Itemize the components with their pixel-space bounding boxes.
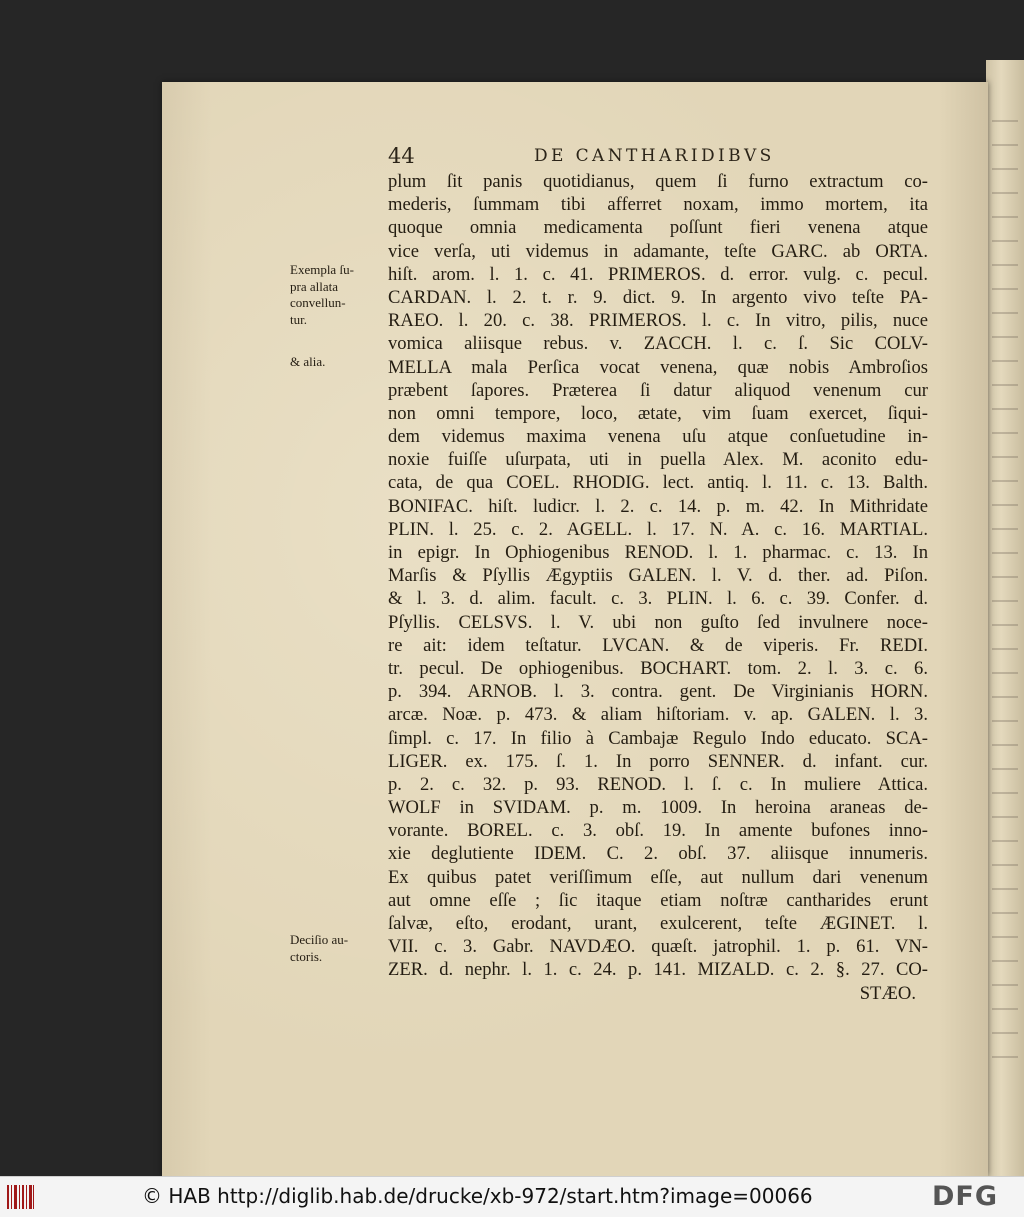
- bleed-mark: [992, 600, 1018, 602]
- text-line: ſimpl. c. 17. In filio à Cambajæ Regulo Indo educato. SCA-: [388, 727, 928, 749]
- bleed-mark: [992, 1056, 1018, 1058]
- margin-note-line: ctoris.: [290, 948, 323, 964]
- text-line: LIGER. ex. 175. ſ. 1. In porro SENNER. d. infant. cur.: [388, 750, 928, 772]
- bleed-mark: [992, 264, 1018, 266]
- bleed-mark: [992, 624, 1018, 626]
- text-line: ſalvæ, eſto, erodant, urant, exulcerent, teſte ÆGINET. l.: [388, 913, 928, 934]
- text-line: Ex quibus patet veriſſimum eſſe, aut nullum dari venenum: [388, 866, 928, 888]
- text-line: Pſyllis. CELSVS. l. V. ubi non guſto ſed invulnere noce-: [388, 611, 928, 633]
- bleed-mark: [992, 672, 1018, 674]
- bleed-mark: [992, 360, 1018, 362]
- bleed-mark: [992, 816, 1018, 818]
- bleed-mark: [992, 432, 1018, 434]
- text-line: quoque omnia medicamenta poſſunt fieri venena atque: [388, 217, 928, 239]
- bleed-mark: [992, 408, 1018, 410]
- text-line: re ait: idem teſtatur. LVCAN. & de viperis. Fr. REDI.: [388, 634, 928, 656]
- text-line: cata, de qua COEL. RHODIG. lect. antiq. l. 11. c. 13. Balth.: [388, 472, 928, 494]
- body-text: [388, 170, 928, 1005]
- margin-note-line: Exempla ſu-: [290, 262, 354, 277]
- bleed-mark: [992, 768, 1018, 770]
- text-line: MELLA mala Perſica vocat venena, quæ nobis Ambroſios: [388, 356, 928, 378]
- text-line: dem videmus maxima venena uſu atque conſuetudine in-: [388, 426, 928, 448]
- adjacent-page-edge: [986, 60, 1024, 1176]
- bleed-mark: [992, 120, 1018, 122]
- bleed-mark: [992, 984, 1018, 986]
- bleed-mark: [992, 648, 1018, 650]
- text-line: WOLF in SVIDAM. p. m. 1009. In heroina araneas de-: [388, 797, 928, 819]
- text-line: mederis, ſummam tibi afferret noxam, immo mortem, ita: [388, 194, 928, 216]
- bleed-mark: [992, 792, 1018, 794]
- text-line: RAEO. l. 20. c. 38. PRIMEROS. l. c. In vitro, pilis, nuce: [388, 310, 928, 332]
- margin-note-line: pra allata: [290, 278, 338, 294]
- bleed-mark: [992, 888, 1018, 890]
- text-line: hiſt. arom. l. 1. c. 41. PRIMEROS. d. error. vulg. c. pecul.: [388, 263, 928, 285]
- text-line: vorante. BOREL. c. 3. obſ. 19. In amente bufones inno-: [388, 820, 928, 842]
- text-line: præbent ſapores. Præterea ſi datur aliquod venenum cur: [388, 379, 928, 401]
- text-line: CARDAN. l. 2. t. r. 9. dict. 9. In argento vivo teſte PA-: [388, 286, 928, 308]
- bleed-mark: [992, 936, 1018, 938]
- text-line: p. 2. c. 32. p. 93. RENOD. l. ſ. c. In muliere Attica.: [388, 773, 928, 795]
- bleed-mark: [992, 528, 1018, 530]
- bleed-mark: [992, 864, 1018, 866]
- bleed-mark: [992, 144, 1018, 146]
- bleed-mark: [992, 696, 1018, 698]
- bleed-mark: [992, 1008, 1018, 1010]
- bleed-mark: [992, 552, 1018, 554]
- text-line: tr. pecul. De ophiogenibus. BOCHART. tom. 2. l. 3. c. 6.: [388, 657, 928, 679]
- text-line: vomica aliisque rebus. v. ZACCH. l. c. ſ. Sic COLV-: [388, 333, 928, 355]
- bleed-mark: [992, 168, 1018, 170]
- text-line: non omni tempore, loco, ætate, vim ſuam exercet, ſiqui-: [388, 402, 928, 424]
- text-line: p. 394. ARNOB. l. 3. contra. gent. De Virginianis HORN.: [388, 681, 928, 703]
- margin-note-line: Deciſio au-: [290, 932, 349, 947]
- bleed-mark: [992, 1032, 1018, 1034]
- bleed-mark: [992, 504, 1018, 506]
- text-line: VII. c. 3. Gabr. NAVDÆO. quæſt. jatrophil. 1. p. 61. VN-: [388, 936, 928, 958]
- barcode-icon: [6, 1183, 36, 1211]
- text-line: in epigr. In Ophiogenibus RENOD. l. 1. pharmac. c. 13. In: [388, 542, 928, 563]
- margin-note-decisio: [290, 932, 348, 965]
- text-line: & l. 3. d. alim. facult. c. 3. PLIN. l. 6. c. 39. Confer. d.: [388, 588, 928, 610]
- bleed-mark: [992, 840, 1018, 842]
- bleed-mark: [992, 192, 1018, 194]
- bleed-mark: [992, 720, 1018, 722]
- text-line: xie deglutiente IDEM. C. 2. obſ. 37. aliisque innumeris.: [388, 843, 928, 865]
- bleed-mark: [992, 912, 1018, 914]
- running-head: [388, 144, 928, 172]
- text-line: PLIN. l. 25. c. 2. AGELL. l. 17. N. A. c. 16. MARTIAL.: [388, 518, 928, 540]
- bleed-mark: [992, 456, 1018, 458]
- margin-note-line: & alia.: [290, 354, 326, 369]
- bleed-mark: [992, 240, 1018, 242]
- bleed-mark: [992, 312, 1018, 314]
- text-line: plum ſit panis quotidianus, quem ſi furno extractum co-: [388, 171, 928, 192]
- viewer-footer: [0, 1176, 1024, 1217]
- text-line: STÆO.: [859, 982, 916, 1004]
- bleed-mark: [992, 384, 1018, 386]
- dfg-logo: DFG: [932, 1181, 999, 1212]
- margin-note-exempla: [290, 262, 354, 328]
- bleed-mark: [992, 336, 1018, 338]
- bleed-mark: [992, 288, 1018, 290]
- text-line: vice verſa, uti videmus in adamante, teſte GARC. ab ORTA.: [388, 240, 928, 262]
- text-line: Marſis & Pſyllis Ægyptiis GALEN. l. V. d. ther. ad. Piſon.: [388, 565, 928, 587]
- bleed-mark: [992, 216, 1018, 218]
- bleed-mark: [992, 576, 1018, 578]
- page-number: 44: [388, 144, 415, 168]
- running-title: DE CANTHARIDIBVS: [534, 146, 775, 166]
- bleed-mark: [992, 480, 1018, 482]
- text-line: arcæ. Noæ. p. 473. & aliam hiſtoriam. v. ap. GALEN. l. 3.: [388, 704, 928, 726]
- text-line: aut omne eſſe ; ſic itaque etiam noſtræ cantharides erunt: [388, 889, 928, 911]
- bleed-mark: [992, 960, 1018, 962]
- margin-note-et-alia: [290, 354, 325, 371]
- text-line: noxie fuiſſe uſurpata, uti in puella Alex. M. aconito edu-: [388, 449, 928, 471]
- margin-note-line: tur.: [290, 311, 307, 327]
- text-line: ZER. d. nephr. l. 1. c. 24. p. 141. MIZALD. c. 2. §. 27. CO-: [388, 959, 928, 981]
- text-line: BONIFAC. hiſt. ludicr. l. 2. c. 14. p. m. 42. In Mithridate: [388, 495, 928, 517]
- margin-note-line: convellun-: [290, 295, 346, 310]
- bleed-mark: [992, 744, 1018, 746]
- copyright-link[interactable]: © HAB http://diglib.hab.de/drucke/xb-972/start.htm?image=00066: [142, 1184, 813, 1208]
